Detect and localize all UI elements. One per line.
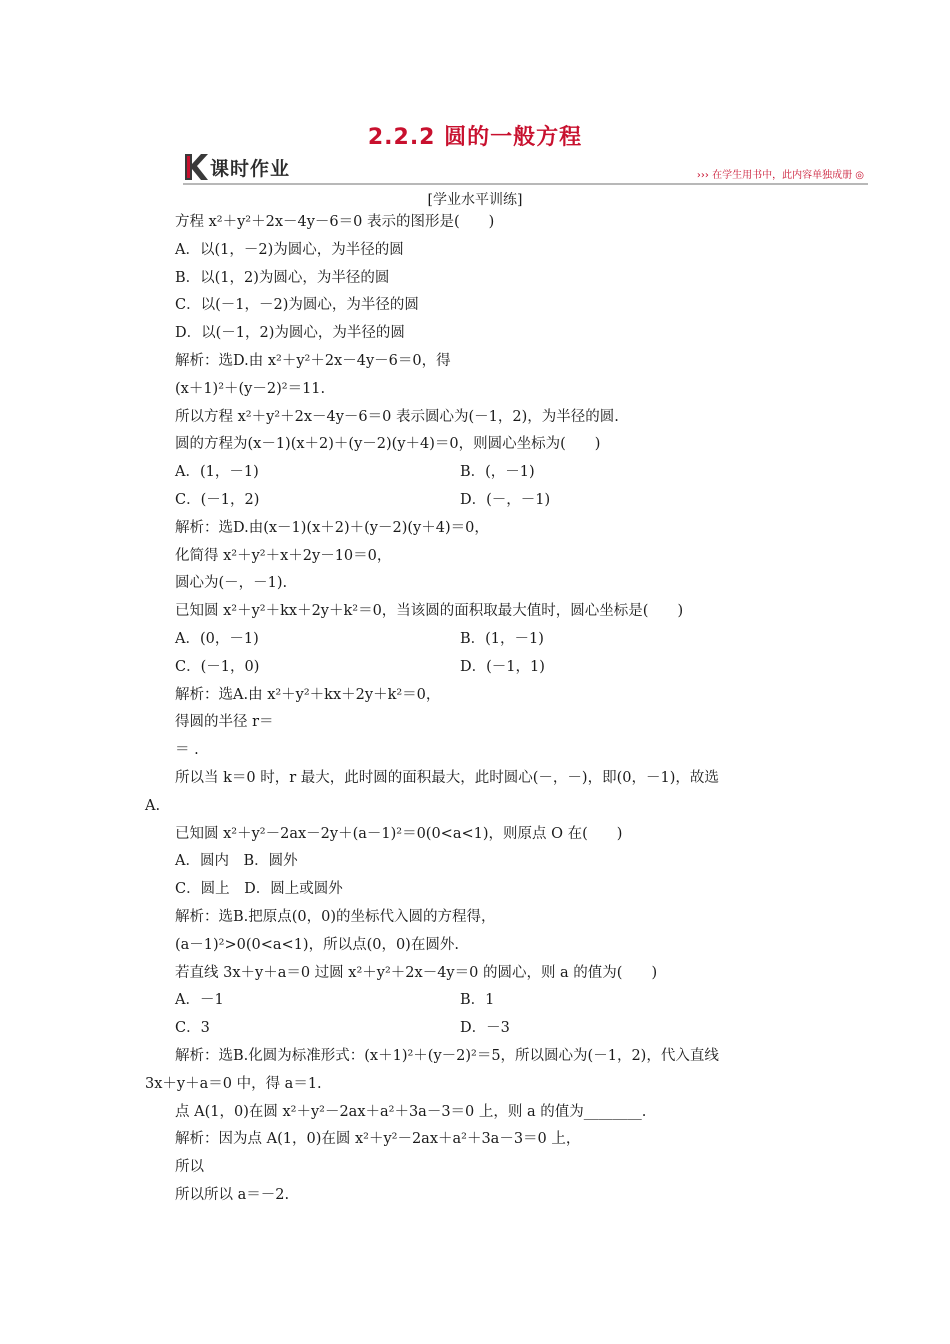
text-line: 圆的方程为(x－1)(x＋2)＋(y－2)(y＋4)＝0，则圆心坐标为( ) [175,436,601,453]
option-row [145,1015,815,1043]
option-right: B．(1，－1) [460,630,544,647]
text-line: 解析：因为点 A(1，0)在圆 x²＋y²－2ax＋a²＋3a－3＝0 上， [175,1131,581,1148]
text-line: 所以方程 x²＋y²＋2x－4y－6＝0 表示圆心为(－1，2)，为半径的圆. [175,408,619,425]
k-logo-icon [183,152,209,182]
text-line: 所以 [175,1159,204,1176]
text-line: (a－1)²>0(0<a<1)，所以点(0，0)在圆外. [175,936,459,953]
option-row [145,459,815,487]
text-line: 3x＋y＋a＝0 中，得 a＝1. [145,1075,322,1092]
banner-note: ››› 在学生用书中，此内容单独成册 ◎ [696,170,864,181]
text-line: A．圆内 B．圆外 [175,853,298,870]
text-line: 解析：选B.化圆为标准形式：(x＋1)²＋(y－2)²＝5，所以圆心为(－1，2)，代入直线 [175,1047,719,1064]
exercise-content [145,209,815,1210]
homework-banner [183,150,868,186]
option-row [145,487,815,515]
text-line: 所以所以 a＝－2. [175,1186,290,1203]
banner-divider [183,183,868,185]
option-left: A．(1，－1) [175,464,259,481]
text-line: 圆心为(－，－1). [175,575,288,592]
page-title: 2.2.2 圆的一般方程 [367,125,583,150]
text-line: ＝ . [175,742,199,759]
text-line: 所以当 k＝0 时，r 最大，此时圆的面积最大，此时圆心(－，－)，即(0，－1)，故选 [175,769,719,786]
option-right: B．1 [460,992,495,1009]
text-line: 已知圆 x²＋y²－2ax－2y＋(a－1)²＝0(0<a<1)，则原点 O 在( ) [175,825,623,842]
text-line: A．以(1，－2)为圆心，为半径的圆 [175,241,404,258]
text-line: 已知圆 x²＋y²＋kx＋2y＋k²＝0，当该圆的面积取最大值时，圆心坐标是( ) [175,603,684,620]
option-left: C．3 [175,1020,210,1037]
text-line: A. [145,797,161,814]
text-line: 解析：选A.由 x²＋y²＋kx＋2y＋k²＝0， [175,686,441,703]
option-left: C．(－1，0) [175,658,260,675]
text-line: B．以(1，2)为圆心，为半径的圆 [175,269,390,286]
text-line: 解析：选D.由 x²＋y²＋2x－4y－6＝0，得 [175,352,451,369]
option-row [145,626,815,654]
banner-label: 课时作业 [210,158,291,180]
option-right: D．－3 [460,1020,510,1037]
section-heading: [学业水平训练] [427,192,523,208]
option-left: C．(－1，2) [175,491,260,508]
text-line: 解析：选D.由(x－1)(x＋2)＋(y－2)(y＋4)＝0， [175,519,489,536]
text-line: C．以(－1，－2)为圆心，为半径的圆 [175,297,419,314]
text-line: 方程 x²＋y²＋2x－4y－6＝0 表示的图形是( ) [175,214,495,230]
text-line: (x＋1)²＋(y－2)²＝11. [175,380,326,397]
option-row [145,654,815,682]
option-left: A．－1 [175,992,224,1009]
text-line: D．以(－1，2)为圆心，为半径的圆 [175,325,405,342]
option-left: A．(0，－1) [175,630,259,647]
option-right: B．(，－1) [460,464,535,481]
text-line: C．圆上 D．圆上或圆外 [175,881,343,898]
option-right: D．(－，－1) [460,491,551,508]
option-right: D．(－1，1) [460,658,545,675]
text-line: 若直线 3x＋y＋a＝0 过圆 x²＋y²＋2x－4y＝0 的圆心，则 a 的值为( ) [175,964,658,981]
text-line: 解析：选B.把原点(0，0)的坐标代入圆的方程得， [175,908,496,925]
option-row [145,987,815,1015]
text-line: 点 A(1，0)在圆 x²＋y²－2ax＋a²＋3a－3＝0 上，则 a 的值为________. [175,1103,647,1120]
text-line: 得圆的半径 r＝ [175,714,274,731]
text-line: 化简得 x²＋y²＋x＋2y－10＝0， [175,547,392,564]
